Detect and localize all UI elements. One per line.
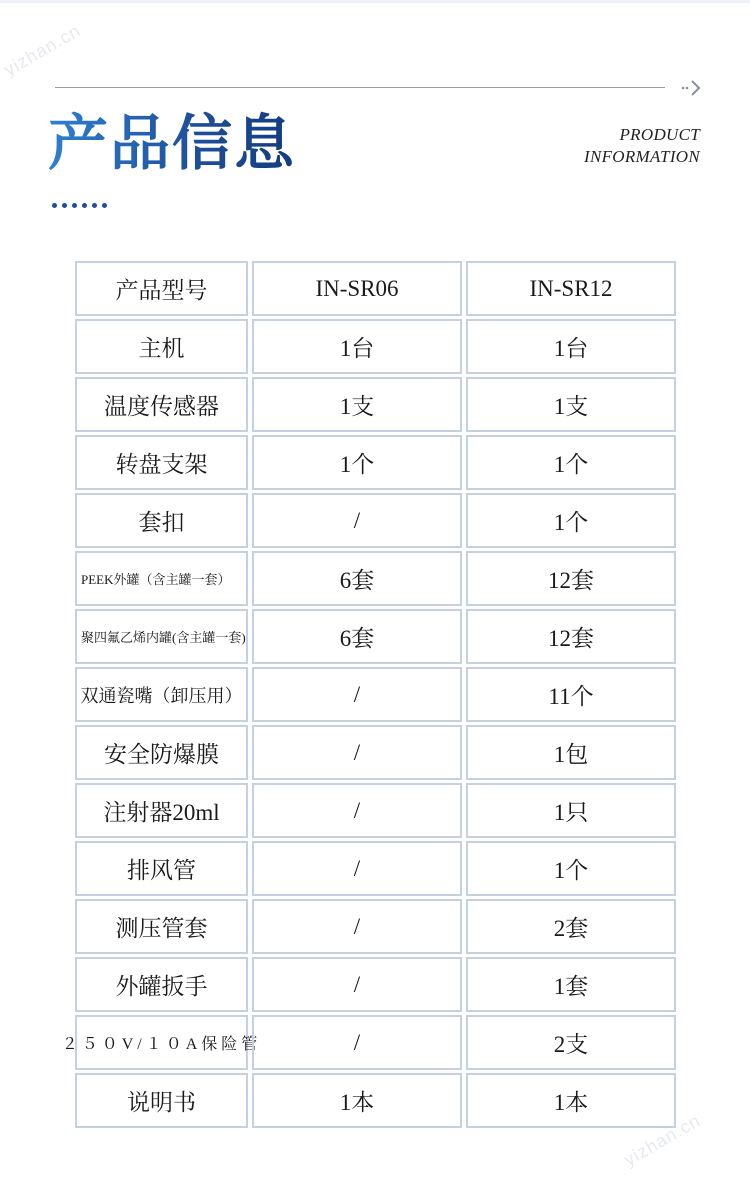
table-cell: 1支 [466, 377, 676, 432]
table-cell: 12套 [466, 551, 676, 606]
table-cell-item: 外罐扳手 [75, 957, 248, 1012]
table-cell: / [252, 1015, 462, 1070]
table-cell: / [252, 899, 462, 954]
subtitle-line-2: INFORMATION [584, 147, 700, 166]
table-cell-item: 说明书 [75, 1073, 248, 1128]
watermark: yizhan.cn [0, 20, 85, 80]
top-border [0, 0, 750, 3]
header-divider [55, 87, 665, 88]
table-cell: / [252, 725, 462, 780]
table-cell: 2支 [466, 1015, 676, 1070]
table-cell: 1本 [252, 1073, 462, 1128]
table-cell-item: 套扣 [75, 493, 248, 548]
table-cell-item: 注射器20ml [75, 783, 248, 838]
table-cell: 1个 [466, 435, 676, 490]
subtitle-line-1: PRODUCT [619, 125, 700, 144]
table-cell: 6套 [252, 551, 462, 606]
table-cell-item: 排风管 [75, 841, 248, 896]
table-cell: 1个 [466, 493, 676, 548]
table-cell: 11个 [466, 667, 676, 722]
table-cell-item: ２５０V/１０A保险管 [75, 1015, 248, 1070]
table-cell: / [252, 841, 462, 896]
table-cell: 1本 [466, 1073, 676, 1128]
chevron-right-dotted-icon [680, 78, 702, 98]
table-cell: 1台 [466, 319, 676, 374]
page-title: 产品信息 [48, 109, 296, 179]
table-cell-item: 主机 [75, 319, 248, 374]
table-cell: 1台 [252, 319, 462, 374]
table-cell: 1个 [466, 841, 676, 896]
table-cell: 6套 [252, 609, 462, 664]
table-cell: / [252, 667, 462, 722]
table-cell: / [252, 493, 462, 548]
table-header-cell: IN-SR06 [252, 261, 462, 316]
table-cell: 1套 [466, 957, 676, 1012]
table-cell: 2套 [466, 899, 676, 954]
table-cell: 1包 [466, 725, 676, 780]
table-cell-item: 聚四氟乙烯内罐(含主罐一套) [75, 609, 248, 664]
table-cell: 1支 [252, 377, 462, 432]
table-header-cell: IN-SR12 [466, 261, 676, 316]
decorative-dots [52, 203, 107, 208]
table-cell: / [252, 783, 462, 838]
table-cell: 1只 [466, 783, 676, 838]
product-spec-table [61, 261, 676, 1128]
table-cell-item: 双通瓷嘴（卸压用） [75, 667, 248, 722]
table-header-cell: 产品型号 [75, 261, 248, 316]
table-cell-item: 转盘支架 [75, 435, 248, 490]
table-cell-item: 测压管套 [75, 899, 248, 954]
table-cell: / [252, 957, 462, 1012]
watermark: yizhan.cn [620, 1110, 705, 1170]
page-subtitle [584, 124, 700, 168]
table-cell: 12套 [466, 609, 676, 664]
table-cell-item: PEEK外罐（含主罐一套） [75, 551, 248, 606]
table-cell-item: 温度传感器 [75, 377, 248, 432]
table-cell: 1个 [252, 435, 462, 490]
table-cell-item: 安全防爆膜 [75, 725, 248, 780]
